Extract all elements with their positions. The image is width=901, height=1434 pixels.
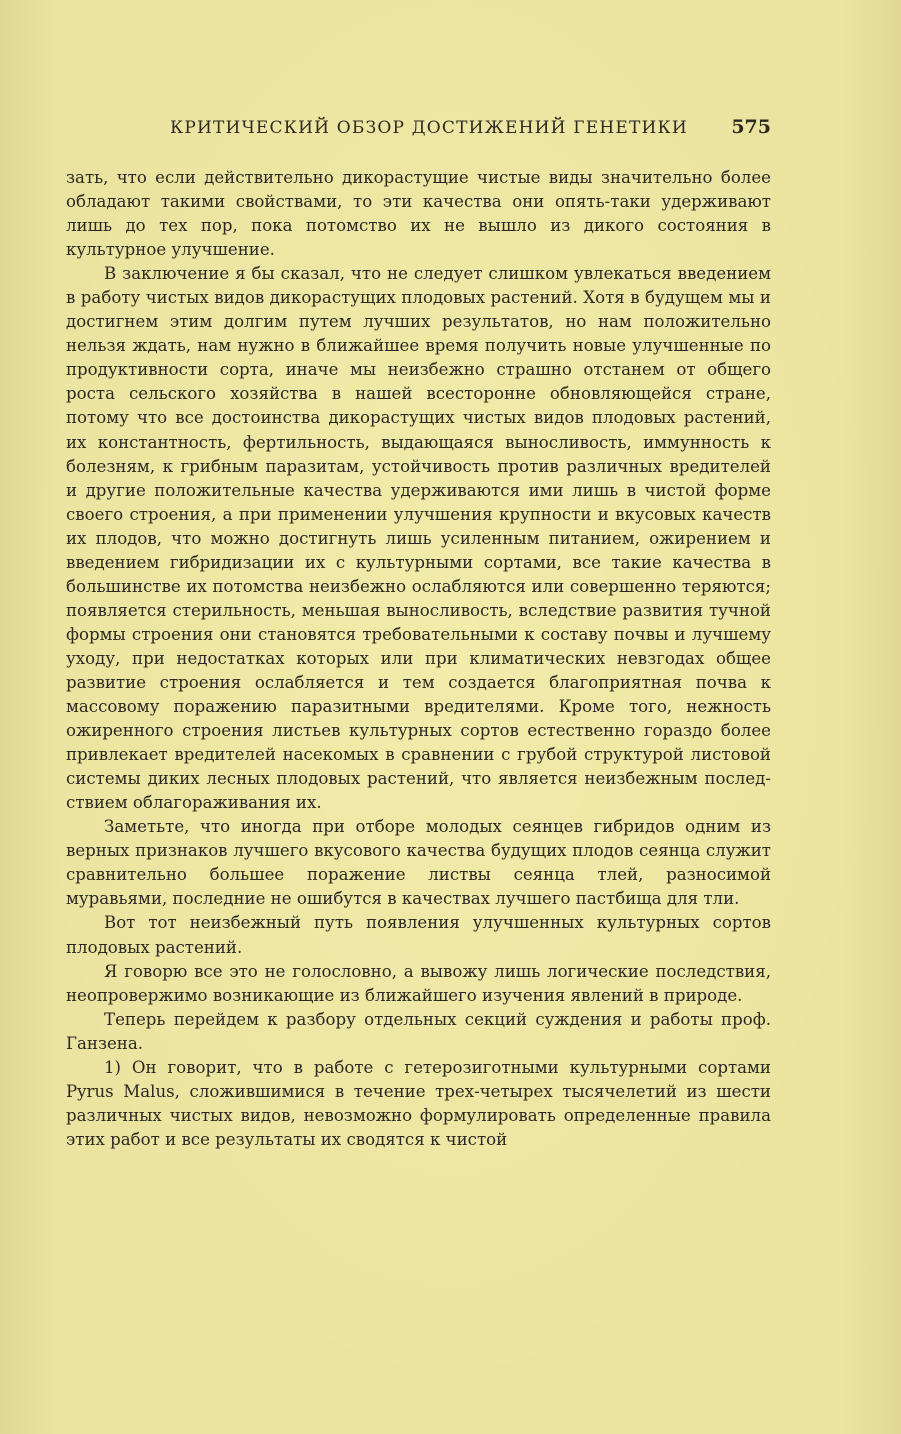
body-text <box>66 166 771 1152</box>
running-head: КРИТИЧЕСКИЙ ОБЗОР ДОСТИЖЕНИЙ ГЕНЕТИКИ <box>170 118 688 138</box>
paragraph-3: Заметьте, что иногда при отборе молодых сеянцев гибридов одним из верных признаков лучшего вкусового качества будущих плодов сеянца служит сравнительно большее поражение листвы сеянца тлей, разносимой муравьями, последние не ошибутся в качествах лучшего пастбища для тли. <box>66 817 771 909</box>
paragraph-6: Теперь перейдем к разбору отдельных секций суждения и работы проф. Ганзена. <box>66 1009 771 1053</box>
page-number: 575 <box>731 116 771 138</box>
paragraph-2: В заключение я бы сказал, что не следует слишком увлекаться введением в работу чистых видов дикорастущих плодовых растений. Хотя в будущем мы и достигнем этим долгим путем лучших результатов, но нам положительно нельзя ждать, нам нужно в ближайшее время получить новые улучшенные по продуктивности сорта, иначе мы неизбежно страшно отстанем от общего роста сельского хозяйства в нашей всесторонне обновляющейся стране, потому что все достоинства дикорастущих чистых видов плодовых растений, их константность, фертильность, выдающаяся выносливость, иммунность к болезням, к грибным паразитам, устойчивость против различных вредителей и другие положительные качества удерживаются ими лишь в чистой форме своего строения, а при применении улучшения крупности и вкусовых качеств их плодов, что можно достигнуть лишь усиленным питанием, ожирением и введением гибридизации их с культурными сортами, все такие качества в большинстве их потомства неизбежно ослабляются или совершенно теряются; появляется стерильность, меньшая выносливость, вследствие развития тучной формы строения они становятся требовательными к составу почвы и лучшему уходу, при недостатках которых или при климатических невзгодах общее развитие строения ослабляется и тем создается благоприятная почва к массовому поражению паразитными вредителями. Кроме того, нежность ожиренного строения листьев культурных сортов естественно гораздо более привлекает вредителей насекомых в сравнении с грубой структурой листовой системы диких лесных плодовых растений, что является неизбежным последствием облагораживания их. <box>66 264 771 813</box>
paragraph-5: Я говорю все это не голословно, а вывожу лишь логические последствия, неопровержимо возникающие из ближайшего изучения явлений в природе. <box>66 961 771 1005</box>
paragraph-7: 1) Он говорит, что в работе с гетерозиготными культурными сортами Pyrus Malus, сложившимися в течение трех-четырех тысячелетий из шести различных чистых видов, невозможно формулировать определенные правила этих работ и все результаты их сводятся к чистой <box>66 1057 771 1149</box>
paragraph-1: зать, что если действительно дикорастущие чистые виды значительно более обладают такими свойствами, то эти качества они опять-таки удерживают лишь до тех пор, пока потомство их не вышло из дикого состояния в культурное улучшение. <box>66 168 771 260</box>
page-header <box>66 116 771 144</box>
paragraph-4: Вот тот неизбежный путь появления улучшенных культурных сортов плодовых растений. <box>66 913 771 957</box>
